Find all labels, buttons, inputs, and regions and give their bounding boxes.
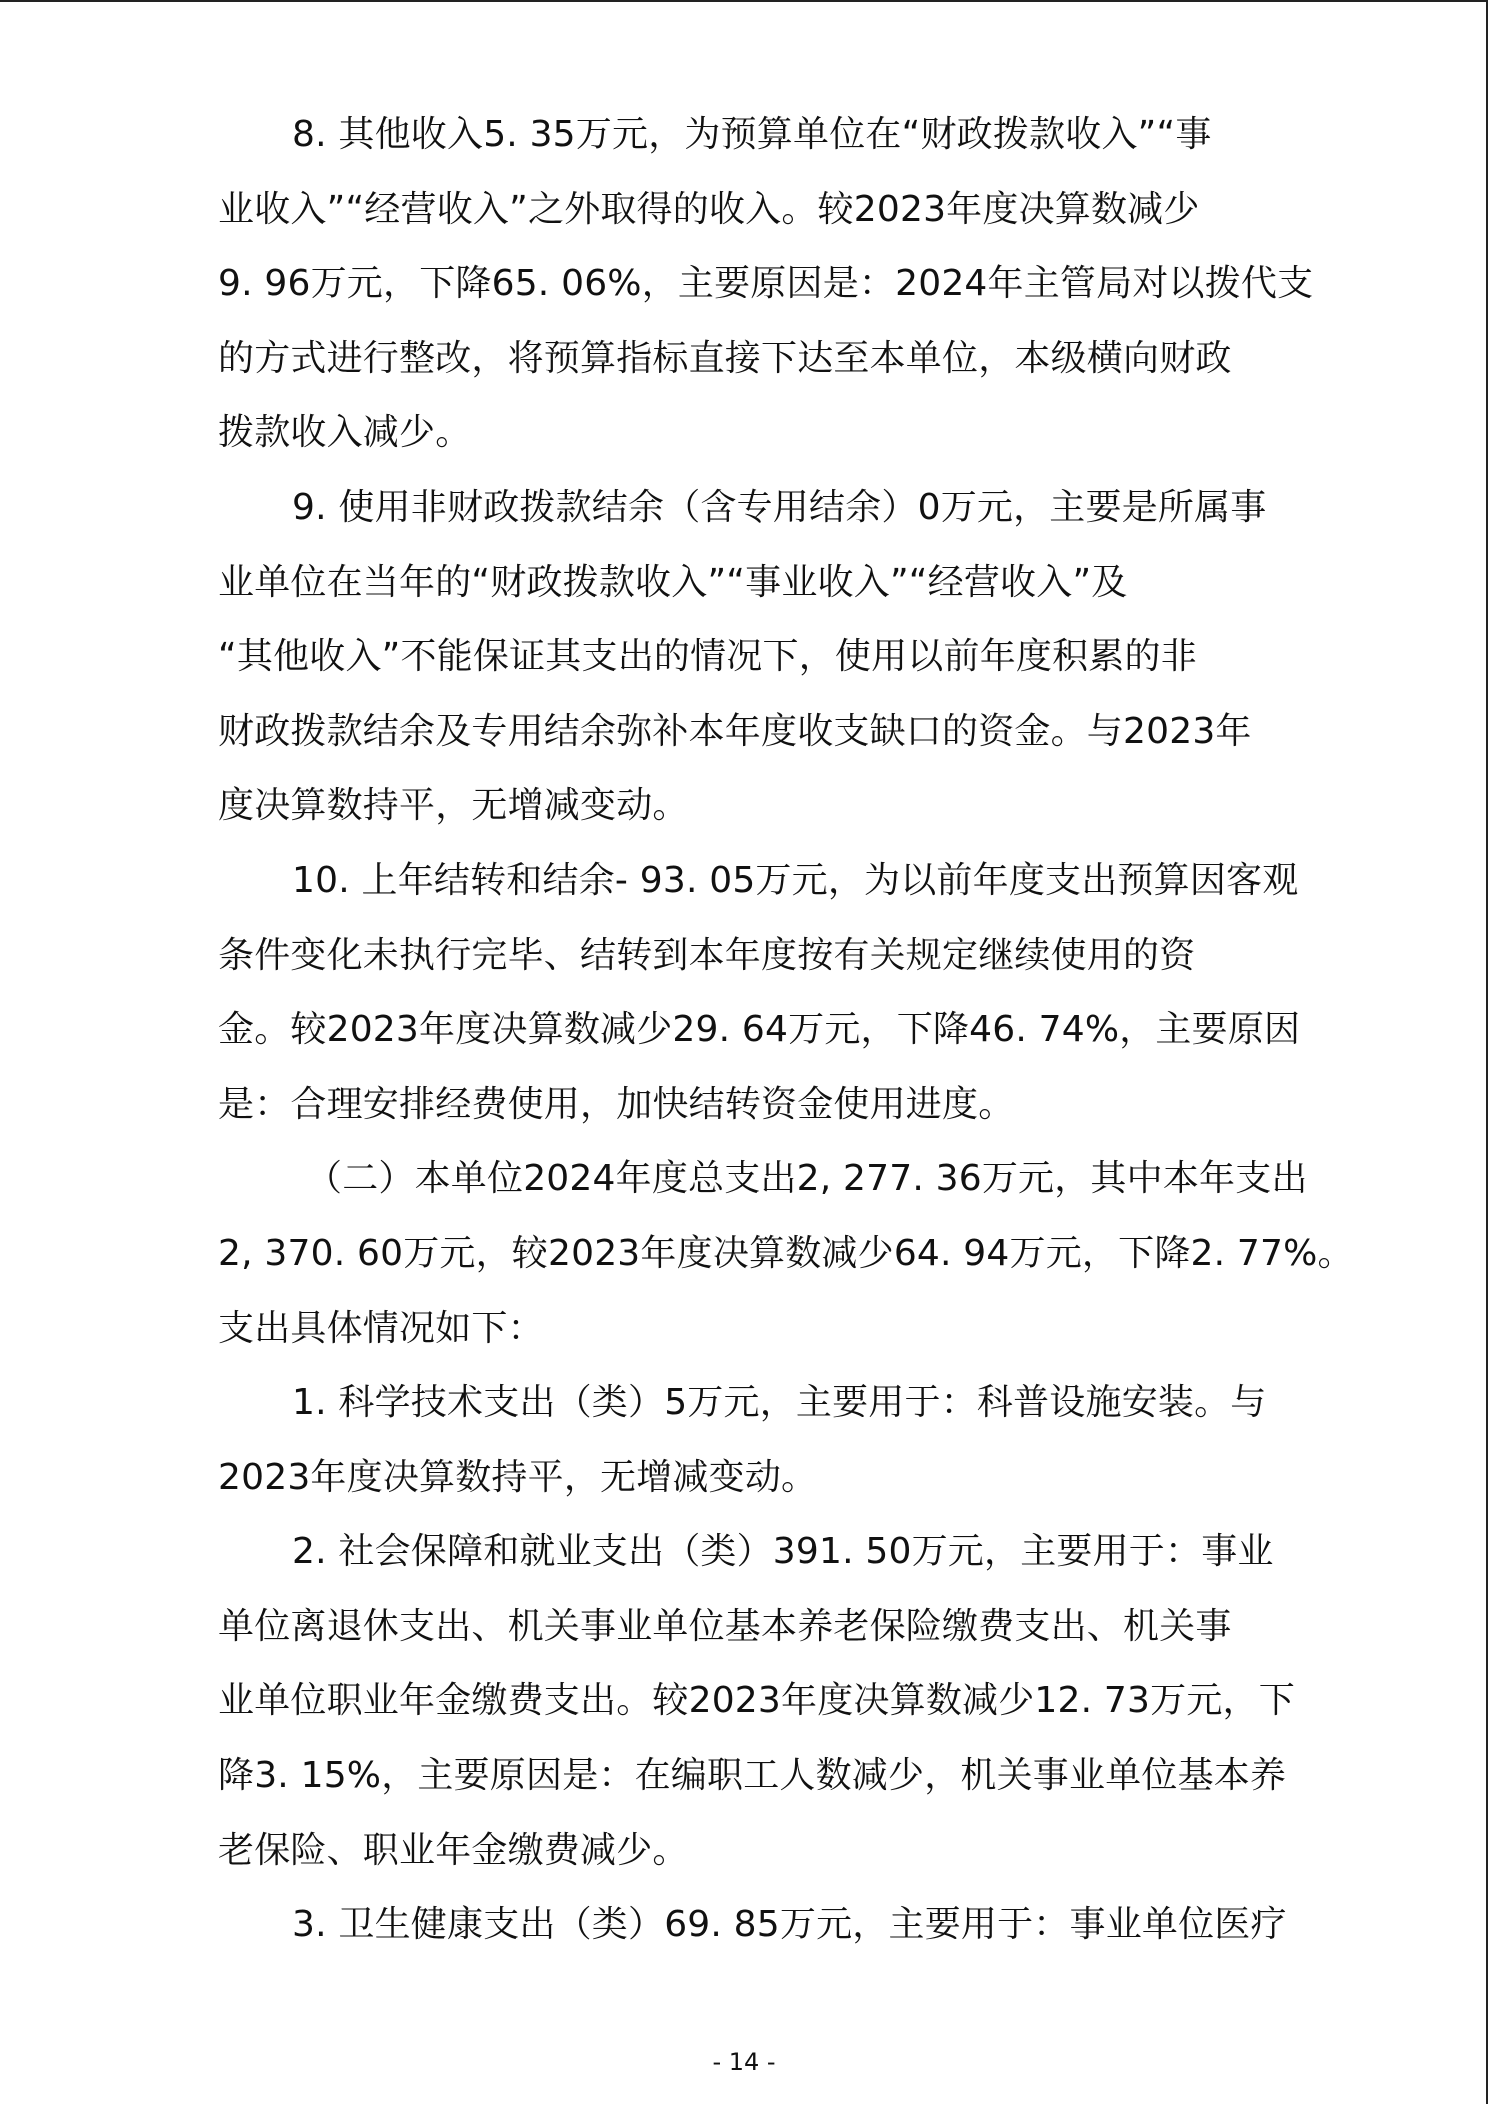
paragraph-line: 2. 社会保障和就业支出（类）391. 50万元，主要用于：事业 [292, 1531, 1274, 1573]
paragraph-line: 10. 上年结转和结余- 93. 05万元，为以前年度支出预算因客观 [292, 859, 1299, 901]
paragraph-line: 的方式进行整改，将预算指标直接下达至本单位，本级横向财政 [218, 337, 1232, 379]
page-number: - 14 - [712, 2048, 776, 2076]
paragraph-line: 业单位在当年的“财政拨款收入”“事业收入”“经营收入”及 [218, 561, 1128, 603]
paragraph-line: 9. 96万元，下降65. 06%，主要原因是：2024年主管局对以拨代支 [218, 263, 1314, 305]
paragraph-line: 降3. 15%，主要原因是：在编职工人数减少，机关事业单位基本养 [218, 1755, 1287, 1797]
paragraph-line: 3. 卫生健康支出（类）69. 85万元，主要用于：事业单位医疗 [292, 1904, 1287, 1946]
paragraph-line: 8. 其他收入5. 35万元，为预算单位在“财政拨款收入”“事 [292, 114, 1212, 155]
paragraph-line: 2023年度决算数持平，无增减变动。 [218, 1456, 818, 1498]
paragraph-line: 财政拨款结余及专用结余弥补本年度收支缺口的资金。与2023年 [218, 710, 1252, 752]
paragraph-line: 业单位职业年金缴费支出。较2023年度决算数减少12. 73万元，下 [218, 1680, 1295, 1722]
paragraph-line: 2, 370. 60万元，较2023年度决算数减少64. 94万元，下降2. 77%。 [218, 1232, 1354, 1274]
paragraph-line: 1. 科学技术支出（类）5万元，主要用于：科普设施安装。与 [292, 1382, 1267, 1424]
paragraph-line: 9. 使用非财政拨款结余（含专用结余）0万元，主要是所属事 [292, 486, 1267, 528]
body-text [218, 98, 1354, 1963]
paragraph-line: 拨款收入减少。 [218, 412, 472, 454]
paragraph-line: 单位离退休支出、机关事业单位基本养老保险缴费支出、机关事 [218, 1605, 1232, 1647]
paragraph-line: 金。较2023年度决算数减少29. 64万元，下降46. 74%，主要原因 [218, 1009, 1301, 1051]
paragraph-line: “其他收入”不能保证其支出的情况下，使用以前年度积累的非 [218, 636, 1197, 678]
paragraph-line: 条件变化未执行完毕、结转到本年度按有关规定继续使用的资 [218, 934, 1196, 976]
paragraph-line: 老保险、职业年金缴费减少。 [218, 1829, 689, 1871]
paragraph-line: （二）本单位2024年度总支出2, 277. 36万元，其中本年支出 [306, 1158, 1308, 1200]
paragraph-line: 业收入”“经营收入”之外取得的收入。较2023年度决算数减少 [218, 188, 1200, 230]
paragraph-line: 度决算数持平，无增减变动。 [218, 785, 689, 827]
paragraph-line: 是：合理安排经费使用，加快结转资金使用进度。 [218, 1083, 1015, 1125]
paragraph-line: 支出具体情况如下： [218, 1307, 544, 1349]
